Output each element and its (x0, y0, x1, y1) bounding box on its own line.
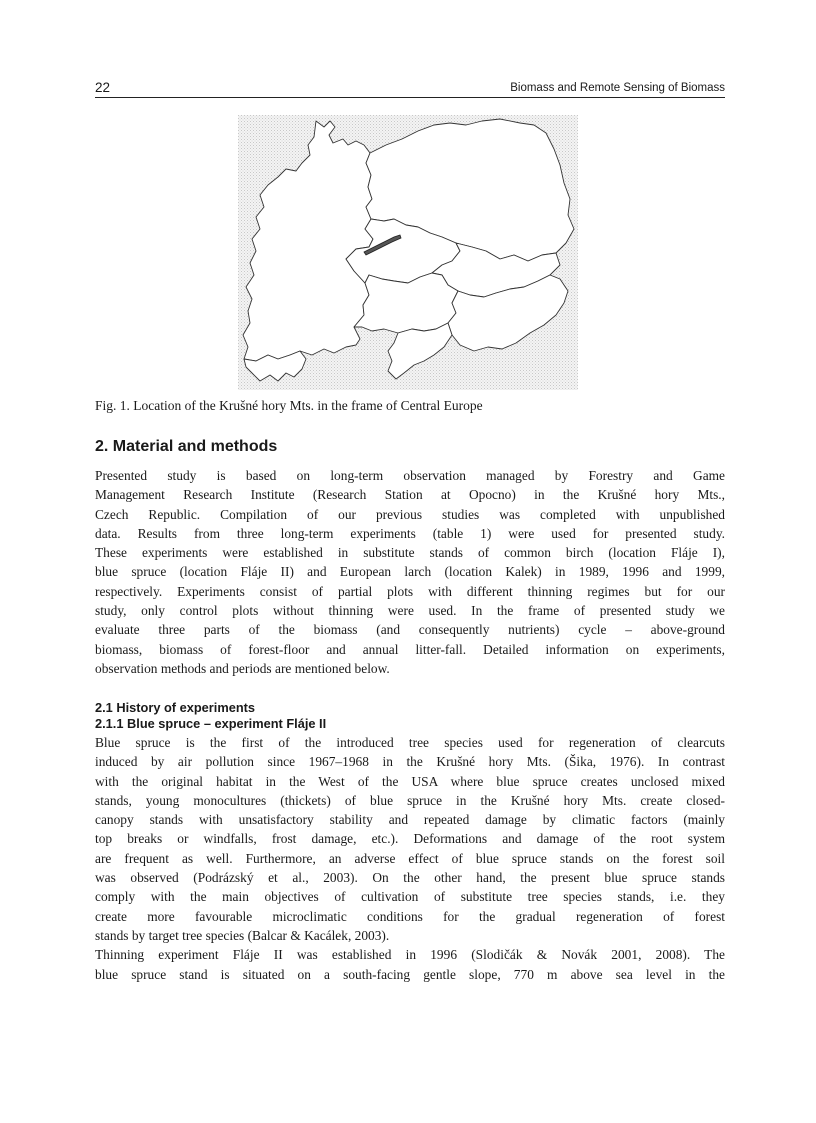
paragraph-line: observation methods and periods are mentioned below. (95, 660, 390, 676)
paragraph-line: canopy stands with unsatisfactory stability and repeated damage by climatic factors (mainly (95, 812, 725, 828)
paragraph-line: These experiments were established in substitute stands of common birch (location Fláje I), (95, 545, 725, 561)
paragraph-line: study, only control plots without thinning were used. In the frame of presented study we (95, 603, 725, 619)
paragraph-line: blue spruce stand is situated on a south-facing gentle slope, 770 m above sea level in the (95, 966, 725, 982)
subsection-heading: 2.1 History of experiments (95, 700, 256, 715)
paragraph-line: blue spruce (location Fláje II) and European larch (location Kalek) in 1989, 1996 and 1999, (95, 564, 725, 580)
paragraph-line: induced by air pollution since 1967–1968 in the Krušné hory Mts. (Šika, 1976). In contrast (95, 754, 725, 770)
header-rule (95, 97, 725, 98)
running-title: Biomass and Remote Sensing of Biomass (510, 82, 725, 94)
paragraph-line: are frequent as well. Furthermore, an adverse effect of blue spruce stands on the forest soil (95, 850, 725, 866)
paragraph-line: stands, young monocultures (thickets) of blue spruce in the Krušné hory Mts. create closed- (95, 792, 725, 808)
subsubsection-heading: 2.1.1 Blue spruce – experiment Fláje II (95, 716, 327, 731)
paragraph-line: was observed (Podrázský et al., 2003). On the other hand, the present blue spruce stands (95, 870, 725, 886)
central-europe-map (238, 115, 578, 390)
paragraph-line: Presented study is based on long-term observation managed by Forestry and Game (95, 468, 725, 483)
paragraph-line: stands by target tree species (Balcar & Kacálek, 2003). (95, 927, 390, 943)
paragraph-line: comply with the main objectives of cultivation of substitute tree species stands, i.e. they (95, 889, 725, 905)
section-paragraph (95, 466, 725, 678)
subsection-paragraph-1 (95, 733, 725, 984)
paragraph-line: evaluate three parts of the biomass (and consequently nutrients) cycle – above-ground (95, 622, 725, 638)
paragraph-line: data. Results from three long-term experiments (table 1) were used for presented study. (95, 525, 725, 541)
section-heading: 2. Material and methods (95, 438, 278, 455)
figure-caption: Fig. 1. Location of the Krušné hory Mts. in the frame of Central Europe (95, 398, 483, 413)
paragraph-line: respectively. Experiments consist of partial plots with different thinning regimes but for our (95, 583, 725, 599)
paragraph-line: Management Research Institute (Research Station at Opocno) in the Krušné hory Mts., (95, 487, 725, 503)
page-number: 22 (95, 80, 111, 95)
paragraph-line: Thinning experiment Fláje II was established in 1996 (Slodičák & Novák 2001, 2008). The (95, 947, 725, 963)
paragraph-line: with the original habitat in the West of the USA where blue spruce creates unclosed mixed (95, 773, 725, 789)
paragraph-line: Blue spruce is the first of the introduced tree species used for regeneration of clearcuts (95, 735, 725, 750)
paragraph-line: top breaks or windfalls, frost damage, etc.). Deformations and damage of the root system (95, 831, 725, 847)
paragraph-line: biomass, biomass of forest-floor and annual litter-fall. Detailed information on experiments, (95, 641, 725, 657)
paragraph-line: Czech Republic. Compilation of our previous studies was completed with unpublished (95, 506, 725, 522)
paragraph-line: create more favourable microclimatic conditions for the gradual regeneration of forest (95, 908, 725, 924)
